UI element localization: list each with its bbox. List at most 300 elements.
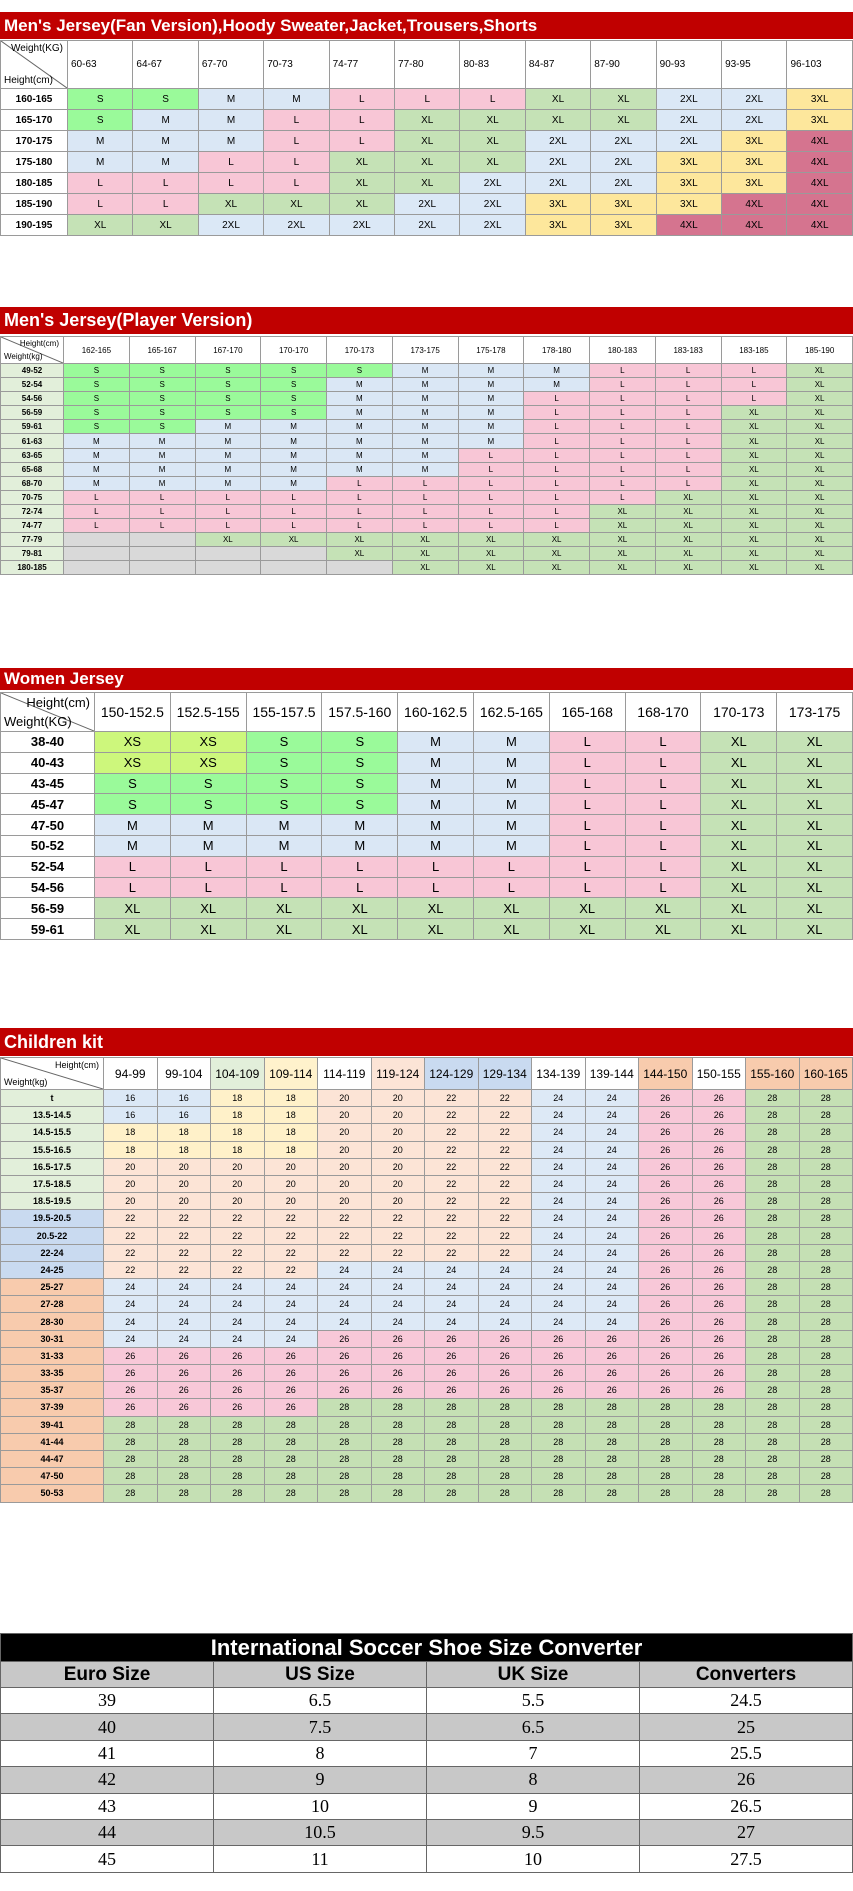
size-cell: M <box>327 392 393 406</box>
size-cell <box>64 533 130 547</box>
size-cell: L <box>264 152 329 173</box>
size-cell: 4XL <box>787 152 853 173</box>
size-cell: 4XL <box>787 131 853 152</box>
size-cell: XL <box>133 215 198 236</box>
size-cell: M <box>327 406 393 420</box>
size-cell: 18 <box>157 1141 211 1158</box>
size-cell: S <box>195 364 261 378</box>
size-cell: M <box>398 732 474 753</box>
size-cell: 26 <box>425 1382 479 1399</box>
size-cell: L <box>625 794 701 815</box>
table-row <box>1 1279 853 1296</box>
size-cell: 2XL <box>329 215 394 236</box>
size-cell: 28 <box>799 1107 853 1124</box>
size-cell: 3XL <box>591 194 656 215</box>
size-cell: M <box>473 835 549 856</box>
size-cell: 2XL <box>525 131 590 152</box>
shoe-size-cell: 43 <box>1 1793 214 1819</box>
size-cell: 28 <box>639 1485 693 1502</box>
size-cell: XL <box>701 815 777 836</box>
size-cell: 2XL <box>198 215 263 236</box>
shoe-size-cell: 6.5 <box>214 1688 427 1714</box>
size-cell: M <box>64 434 130 448</box>
size-cell: M <box>129 476 195 490</box>
size-cell: 26 <box>639 1279 693 1296</box>
size-cell: L <box>170 877 246 898</box>
size-cell: L <box>195 519 261 533</box>
size-cell <box>327 561 393 575</box>
size-cell: L <box>590 392 656 406</box>
size-cell: M <box>458 420 524 434</box>
size-cell: 24 <box>585 1210 639 1227</box>
row-header: t <box>1 1090 104 1107</box>
size-cell: M <box>261 462 327 476</box>
size-cell: XL <box>590 533 656 547</box>
size-cell: XL <box>777 773 853 794</box>
size-cell: L <box>549 773 625 794</box>
size-cell: XL <box>591 89 656 110</box>
column-header: 183-183 <box>655 337 721 364</box>
size-cell: L <box>398 877 474 898</box>
size-cell: 20 <box>318 1193 372 1210</box>
size-cell: 26 <box>264 1382 318 1399</box>
size-cell: 22 <box>478 1158 532 1175</box>
size-cell: 4XL <box>656 215 721 236</box>
header-row <box>1 337 853 364</box>
size-cell: 2XL <box>460 173 525 194</box>
size-cell: 26 <box>211 1365 265 1382</box>
row-header: 45-47 <box>1 794 95 815</box>
size-cell: 26 <box>157 1399 211 1416</box>
size-cell: 26 <box>425 1330 479 1347</box>
size-cell: 28 <box>639 1416 693 1433</box>
size-cell: 28 <box>371 1450 425 1467</box>
table-row <box>1 919 853 940</box>
size-cell: L <box>524 448 590 462</box>
column-header: 160-165 <box>799 1058 853 1090</box>
size-cell: L <box>473 856 549 877</box>
size-cell: S <box>95 773 171 794</box>
size-cell: 26 <box>585 1330 639 1347</box>
table-row <box>1 1313 853 1330</box>
size-cell: 24 <box>532 1175 586 1192</box>
size-cell: 24 <box>211 1296 265 1313</box>
size-cell: L <box>590 378 656 392</box>
size-cell: XL <box>195 533 261 547</box>
size-cell: 24 <box>478 1296 532 1313</box>
size-cell: 20 <box>104 1175 158 1192</box>
size-cell: M <box>195 462 261 476</box>
table-row <box>1 420 853 434</box>
size-cell: 28 <box>264 1450 318 1467</box>
size-cell: M <box>246 835 322 856</box>
size-cell: 28 <box>211 1450 265 1467</box>
size-cell: S <box>322 752 398 773</box>
column-header: 64-67 <box>133 41 198 89</box>
size-cell: M <box>129 462 195 476</box>
size-cell: L <box>590 420 656 434</box>
size-cell: 28 <box>692 1485 746 1502</box>
size-cell: L <box>524 490 590 504</box>
shoe-header-uk: UK Size <box>427 1662 640 1688</box>
size-cell: 22 <box>104 1244 158 1261</box>
size-cell: 26 <box>692 1365 746 1382</box>
size-cell: 28 <box>157 1416 211 1433</box>
table-row <box>1 877 853 898</box>
size-cell: 3XL <box>525 215 590 236</box>
size-cell: 26 <box>692 1330 746 1347</box>
size-cell: L <box>170 856 246 877</box>
size-cell: L <box>329 110 394 131</box>
size-cell: 28 <box>157 1433 211 1450</box>
size-cell: 20 <box>318 1158 372 1175</box>
size-cell: XL <box>458 533 524 547</box>
size-cell: XL <box>327 547 393 561</box>
size-cell: S <box>195 378 261 392</box>
size-cell: L <box>133 173 198 194</box>
size-cell: L <box>327 504 393 518</box>
size-cell: M <box>473 732 549 753</box>
size-cell: 26 <box>639 1175 693 1192</box>
size-cell: M <box>68 152 133 173</box>
corner-top-label: Weight(KG) <box>10 43 63 54</box>
size-cell: 26 <box>692 1107 746 1124</box>
size-cell: 22 <box>425 1158 479 1175</box>
size-cell: 24 <box>371 1261 425 1278</box>
size-cell: 22 <box>264 1210 318 1227</box>
size-cell: 26 <box>211 1347 265 1364</box>
size-cell: 18 <box>264 1124 318 1141</box>
table-row <box>1 1468 853 1485</box>
size-cell: L <box>64 504 130 518</box>
size-cell: 26 <box>639 1382 693 1399</box>
shoe-header-us: US Size <box>214 1662 427 1688</box>
size-cell: XL <box>701 919 777 940</box>
size-cell: 20 <box>104 1158 158 1175</box>
size-cell: 24 <box>585 1261 639 1278</box>
size-cell: 22 <box>371 1244 425 1261</box>
size-cell: L <box>64 490 130 504</box>
size-cell: XL <box>590 519 656 533</box>
size-cell: 2XL <box>525 152 590 173</box>
size-cell: 28 <box>692 1416 746 1433</box>
size-cell: XL <box>787 519 853 533</box>
size-cell: L <box>549 732 625 753</box>
size-cell: 20 <box>157 1175 211 1192</box>
column-header: 162.5-165 <box>473 693 549 732</box>
size-cell: M <box>392 406 458 420</box>
table-row <box>1 1107 853 1124</box>
size-cell: 18 <box>211 1107 265 1124</box>
header-row <box>1 41 853 89</box>
size-cell: 2XL <box>525 173 590 194</box>
size-cell: 22 <box>211 1210 265 1227</box>
row-header: 56-59 <box>1 898 95 919</box>
column-header: 77-80 <box>395 41 460 89</box>
size-cell: S <box>195 392 261 406</box>
row-header: 50-53 <box>1 1485 104 1502</box>
size-cell: 28 <box>639 1450 693 1467</box>
size-cell: 20 <box>371 1141 425 1158</box>
size-cell: L <box>625 877 701 898</box>
size-cell: 28 <box>585 1399 639 1416</box>
row-header: 79-81 <box>1 547 64 561</box>
shoe-size-cell: 42 <box>1 1767 214 1793</box>
size-cell: XL <box>655 547 721 561</box>
size-cell: XL <box>787 406 853 420</box>
size-cell: XL <box>787 448 853 462</box>
size-cell: 20 <box>104 1193 158 1210</box>
row-header: 19.5-20.5 <box>1 1210 104 1227</box>
row-header: 15.5-16.5 <box>1 1141 104 1158</box>
size-cell: XL <box>473 919 549 940</box>
size-cell: 28 <box>746 1141 800 1158</box>
row-header: 35-37 <box>1 1382 104 1399</box>
size-cell: L <box>458 476 524 490</box>
size-cell: 24 <box>425 1296 479 1313</box>
size-cell: XL <box>721 476 787 490</box>
size-cell: M <box>261 420 327 434</box>
size-cell: 26 <box>371 1365 425 1382</box>
size-cell: 28 <box>799 1124 853 1141</box>
size-cell: L <box>68 194 133 215</box>
table-row <box>1 1227 853 1244</box>
size-cell: L <box>524 434 590 448</box>
shoe-size-cell: 8 <box>427 1767 640 1793</box>
size-cell: S <box>129 364 195 378</box>
size-cell: M <box>195 448 261 462</box>
size-cell: M <box>322 815 398 836</box>
size-cell: 4XL <box>787 173 853 194</box>
size-cell: 28 <box>746 1485 800 1502</box>
size-cell: L <box>133 194 198 215</box>
corner-bottom-label: Height(cm) <box>4 75 53 86</box>
size-cell: L <box>327 476 393 490</box>
size-cell: 16 <box>157 1107 211 1124</box>
size-cell: XL <box>655 490 721 504</box>
size-cell: XL <box>777 752 853 773</box>
size-cell: L <box>392 519 458 533</box>
column-header: 165-167 <box>129 337 195 364</box>
size-cell: M <box>195 434 261 448</box>
size-cell: XL <box>787 504 853 518</box>
column-header: 129-134 <box>478 1058 532 1090</box>
size-cell: M <box>392 364 458 378</box>
size-cell: 20 <box>318 1141 372 1158</box>
corner-bottom-label: Weight(kg) <box>4 352 43 361</box>
size-cell: 20 <box>264 1158 318 1175</box>
size-cell: 22 <box>478 1244 532 1261</box>
size-cell: M <box>322 835 398 856</box>
size-cell: 2XL <box>460 194 525 215</box>
size-cell: 22 <box>478 1175 532 1192</box>
row-header: 27-28 <box>1 1296 104 1313</box>
table-row <box>1 732 853 753</box>
size-cell: M <box>64 462 130 476</box>
size-cell: 26 <box>478 1330 532 1347</box>
size-cell: 28 <box>264 1485 318 1502</box>
size-cell: 26 <box>371 1382 425 1399</box>
size-cell: XL <box>322 919 398 940</box>
size-cell: XL <box>525 110 590 131</box>
size-cell: 26 <box>318 1365 372 1382</box>
size-cell: 26 <box>639 1227 693 1244</box>
size-cell: 24 <box>585 1193 639 1210</box>
size-cell: M <box>327 448 393 462</box>
size-cell: S <box>64 378 130 392</box>
row-header: 160-165 <box>1 89 68 110</box>
size-cell: M <box>198 131 263 152</box>
size-cell: 20 <box>264 1175 318 1192</box>
size-cell: S <box>133 89 198 110</box>
size-cell: XL <box>392 547 458 561</box>
shoe-size-cell: 25 <box>640 1714 853 1740</box>
size-cell: XL <box>787 476 853 490</box>
size-cell: XS <box>95 752 171 773</box>
column-header: 80-83 <box>460 41 525 89</box>
size-cell: 24 <box>318 1261 372 1278</box>
size-cell: 18 <box>264 1107 318 1124</box>
size-cell: 20 <box>371 1158 425 1175</box>
size-cell: L <box>460 89 525 110</box>
size-cell: 18 <box>211 1141 265 1158</box>
size-cell: 28 <box>799 1090 853 1107</box>
size-cell <box>129 533 195 547</box>
table-row <box>1 1296 853 1313</box>
size-cell: 26 <box>692 1124 746 1141</box>
size-cell: XL <box>398 919 474 940</box>
size-cell: XL <box>95 919 171 940</box>
size-cell: 26 <box>532 1347 586 1364</box>
children-title: Children kit <box>0 1028 853 1056</box>
size-cell: 4XL <box>787 215 853 236</box>
size-cell: XL <box>787 533 853 547</box>
size-cell: 28 <box>104 1433 158 1450</box>
table-row <box>1 1819 853 1845</box>
size-cell: L <box>524 406 590 420</box>
size-cell: XL <box>721 406 787 420</box>
size-cell: L <box>246 856 322 877</box>
size-cell: 2XL <box>591 152 656 173</box>
table-row <box>1 406 853 420</box>
size-cell: 24 <box>211 1330 265 1347</box>
size-cell: 22 <box>157 1210 211 1227</box>
size-cell: 28 <box>371 1416 425 1433</box>
size-cell <box>261 547 327 561</box>
shoe-section <box>0 1633 853 1873</box>
size-cell: 22 <box>425 1107 479 1124</box>
size-cell: L <box>655 392 721 406</box>
size-cell: L <box>655 476 721 490</box>
column-header: 155-160 <box>746 1058 800 1090</box>
size-cell: 28 <box>478 1416 532 1433</box>
size-cell: M <box>327 378 393 392</box>
size-cell: XL <box>721 504 787 518</box>
size-cell: M <box>458 364 524 378</box>
column-header: 60-63 <box>68 41 133 89</box>
shoe-size-cell: 7 <box>427 1740 640 1766</box>
size-cell: XL <box>261 533 327 547</box>
size-cell: M <box>458 378 524 392</box>
size-cell: L <box>395 89 460 110</box>
table-row <box>1 773 853 794</box>
table-row <box>1 1330 853 1347</box>
table-row <box>1 856 853 877</box>
table-row <box>1 1175 853 1192</box>
size-cell: L <box>129 504 195 518</box>
size-cell: 28 <box>746 1347 800 1364</box>
size-cell: M <box>524 378 590 392</box>
table-row <box>1 152 853 173</box>
size-cell: L <box>655 420 721 434</box>
row-header: 18.5-19.5 <box>1 1193 104 1210</box>
size-cell: XL <box>246 898 322 919</box>
size-cell: L <box>655 406 721 420</box>
size-cell: S <box>129 392 195 406</box>
column-header: 180-183 <box>590 337 656 364</box>
row-header: 70-75 <box>1 490 64 504</box>
size-cell: L <box>590 462 656 476</box>
column-header: 165-168 <box>549 693 625 732</box>
column-header: 104-109 <box>211 1058 265 1090</box>
size-cell: XL <box>460 110 525 131</box>
size-cell: 28 <box>425 1485 479 1502</box>
column-header: 173-175 <box>392 337 458 364</box>
size-cell: 26 <box>157 1347 211 1364</box>
shoe-size-cell: 9 <box>427 1793 640 1819</box>
shoe-size-cell: 9 <box>214 1767 427 1793</box>
size-cell: L <box>458 448 524 462</box>
size-cell: 28 <box>264 1433 318 1450</box>
women-size-table <box>0 692 853 940</box>
size-cell: 28 <box>746 1450 800 1467</box>
size-cell: 24 <box>532 1193 586 1210</box>
size-cell: 28 <box>639 1433 693 1450</box>
size-cell: XL <box>395 152 460 173</box>
table-row <box>1 1141 853 1158</box>
size-cell: 26 <box>264 1347 318 1364</box>
size-cell: 26 <box>692 1347 746 1364</box>
size-cell: XL <box>655 533 721 547</box>
size-cell: 22 <box>264 1261 318 1278</box>
size-cell: L <box>590 490 656 504</box>
size-cell: 26 <box>425 1347 479 1364</box>
size-cell: M <box>392 378 458 392</box>
size-cell: 28 <box>799 1330 853 1347</box>
size-cell: S <box>170 794 246 815</box>
column-header: 87-90 <box>591 41 656 89</box>
shoe-size-cell: 40 <box>1 1714 214 1740</box>
size-cell: S <box>246 732 322 753</box>
size-cell: 18 <box>264 1141 318 1158</box>
size-cell: 24 <box>532 1244 586 1261</box>
column-header: 84-87 <box>525 41 590 89</box>
row-header: 33-35 <box>1 1365 104 1382</box>
size-cell: L <box>458 490 524 504</box>
table-row <box>1 1347 853 1364</box>
column-header: 185-190 <box>787 337 853 364</box>
size-cell <box>129 561 195 575</box>
shoe-size-cell: 44 <box>1 1819 214 1845</box>
size-cell: L <box>655 434 721 448</box>
size-cell: 3XL <box>787 89 853 110</box>
size-cell: XL <box>590 504 656 518</box>
size-cell: M <box>170 815 246 836</box>
size-cell: 26 <box>478 1382 532 1399</box>
size-cell: XL <box>591 110 656 131</box>
size-cell: 28 <box>425 1468 479 1485</box>
size-cell: 28 <box>799 1485 853 1502</box>
